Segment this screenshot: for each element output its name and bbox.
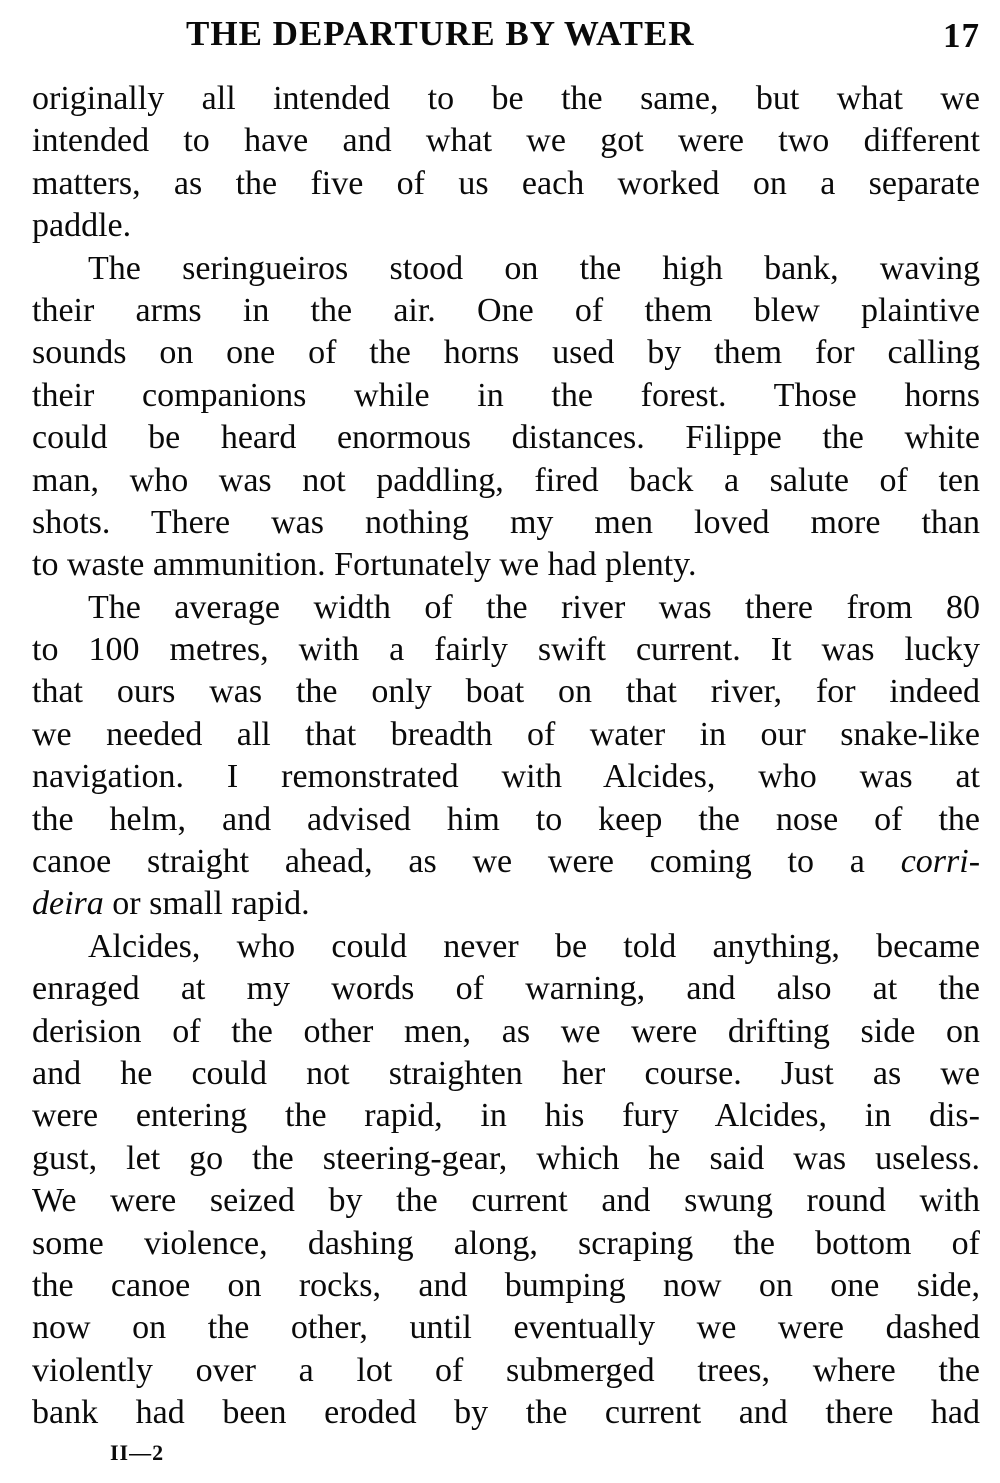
line-text: violently over a lot of submerged trees, where the xyxy=(32,1351,980,1389)
line-text: sounds on one of the horns used by them for calling xyxy=(32,334,980,372)
line-text: shots. There was nothing my men loved more than xyxy=(32,503,980,541)
text-line xyxy=(32,926,980,968)
line-text: that ours was the only boat on that river, for indeed xyxy=(32,673,980,711)
line-text: We were seized by the current and swung round with xyxy=(32,1182,980,1220)
text-line xyxy=(32,883,980,925)
line-text: gust, let go the steering-gear, which he said was useless. xyxy=(32,1139,980,1177)
text-line xyxy=(32,1265,980,1307)
text-line xyxy=(32,163,980,205)
italic-word: corri- xyxy=(900,843,980,881)
text-line xyxy=(32,1350,980,1392)
text-line xyxy=(32,290,980,332)
line-text: intended to have and what we got were two different xyxy=(32,122,980,160)
line-text: man, who was not paddling, fired back a salute of ten xyxy=(32,461,980,499)
line-text: the canoe on rocks, and bumping now on one side, xyxy=(32,1266,980,1304)
text-line xyxy=(32,841,980,883)
line-text: their companions while in the forest. Those horns xyxy=(32,376,980,414)
line-text: and he could not straighten her course. Just as we xyxy=(32,1054,980,1092)
text-line xyxy=(32,544,980,586)
line-text: were entering the rapid, in his fury Alcides, in dis- xyxy=(32,1097,980,1135)
text-line xyxy=(32,417,980,459)
text-line xyxy=(32,1138,980,1180)
text-line xyxy=(32,968,980,1010)
text-line xyxy=(32,1053,980,1095)
line-text: could be heard enormous distances. Filippe the white xyxy=(32,419,980,457)
text-line xyxy=(32,756,980,798)
text-line xyxy=(32,205,980,247)
text-line xyxy=(32,1392,980,1434)
text-line xyxy=(32,120,980,162)
chapter-title: THE DEPARTURE BY WATER xyxy=(186,14,695,53)
line-text: now on the other, until eventually we were dashed xyxy=(32,1309,980,1347)
line-text: paddle. xyxy=(32,207,132,245)
line-text: Alcides, who could never be told anything, became xyxy=(88,927,980,965)
line-text: their arms in the air. One of them blew plaintive xyxy=(32,291,980,329)
line-text: enraged at my words of warning, and also at the xyxy=(32,970,980,1008)
line-text: canoe straight ahead, as we were coming to a xyxy=(32,843,865,881)
text-line xyxy=(32,78,980,120)
line-text: to waste ammunition. Fortunately we had plenty. xyxy=(32,546,697,584)
text-line xyxy=(32,1095,980,1137)
italic-word: deira xyxy=(32,885,104,923)
text-line xyxy=(32,1011,980,1053)
text-line xyxy=(32,332,980,374)
text-line xyxy=(32,1180,980,1222)
line-text: bank had been eroded by the current and there had xyxy=(32,1394,980,1432)
body-text xyxy=(32,78,980,1435)
text-line xyxy=(32,587,980,629)
line-text: to 100 metres, with a fairly swift current. It was lucky xyxy=(32,631,980,669)
line-text: derision of the other men, as we were drifting side on xyxy=(32,1012,980,1050)
line-text: or small rapid. xyxy=(103,885,310,923)
text-line xyxy=(32,375,980,417)
text-line xyxy=(32,1307,980,1349)
text-line xyxy=(32,799,980,841)
page-number: 17 xyxy=(943,16,980,55)
text-line xyxy=(32,714,980,756)
text-line xyxy=(32,502,980,544)
text-line xyxy=(32,629,980,671)
text-line xyxy=(32,248,980,290)
line-text: navigation. I remonstrated with Alcides, who was at xyxy=(32,758,980,796)
line-text: matters, as the five of us each worked on a separate xyxy=(32,164,980,202)
text-line xyxy=(32,671,980,713)
line-text: originally all intended to be the same, but what we xyxy=(32,80,980,117)
text-line xyxy=(32,1223,980,1265)
line-text: we needed all that breadth of water in our snake-like xyxy=(32,715,980,753)
line-text: the helm, and advised him to keep the nose of the xyxy=(32,800,980,838)
printer-signature-mark: II—2 xyxy=(110,1440,165,1465)
line-text: The seringueiros stood on the high bank, waving xyxy=(88,249,980,287)
text-line xyxy=(32,460,980,502)
line-text: The average width of the river was there from 80 xyxy=(88,588,980,626)
line-text: some violence, dashing along, scraping the bottom of xyxy=(32,1224,980,1262)
running-header xyxy=(186,14,982,62)
